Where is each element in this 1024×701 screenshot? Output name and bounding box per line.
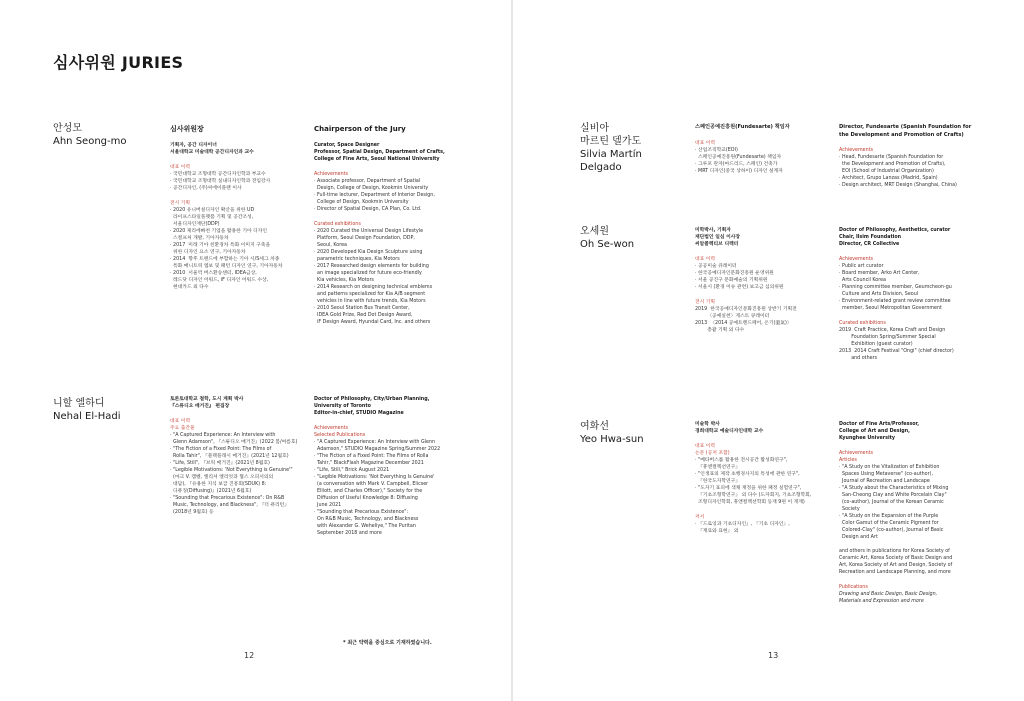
juror4-kr-exhibitions	[695, 306, 830, 334]
text-line: 『재료와 표현』 외	[695, 529, 739, 534]
text-line: and patterns specialized for Kia A/B segment	[314, 292, 426, 297]
juror5-en-affiliation	[839, 421, 1009, 442]
text-line: · Director of Spatial Design, CA Plan, Co. Ltd.	[314, 207, 422, 212]
text-line: 2013 2014 Craft Festival "Ongi" (chief director)	[839, 349, 954, 354]
text-line: On R&B Music, Technology, and Blackness	[314, 517, 419, 522]
juror4-kr-column: 미학박사, 기획자 재단법인 일심 이사장 씨알콜렉티브 디렉터 대표 이력 · 공공미술 큐레이터 · 한국공예디자인문화진흥원 운영위원 · 서울 공진구 문화예술의 기획위원 · 서울시 (환경 이슈 관련) 보고금 심의위원 전시 기획 2019 한국공예디자인문화진흥원 상반기 기획전 〈공예실천〉게스트 큐레이터 2013 〈2014 공예트렌드페어, 온기(溫氣)〉 총괄 기획 외 다수	[695, 227, 830, 334]
text-line: · Full-time lecturer, Department of Interior Design,	[314, 193, 435, 198]
text-line: Design, College of Design, Kookmin University	[314, 186, 429, 191]
text-line: with Alexander G. Weheliye," The Puritan	[314, 524, 416, 529]
juror5-kr-column: 미술학 박사 경희대학교 예술디자인대학 교수 대표 이력 논문 (공저 포함) · "메타버스를 활용한 전시공간 활성화연구", 『휴앤컬렉션연구』 · "인생표의 제작 초행경사지의 특성에 관한 연구", 『한국도자학연구』 · "도자기 표피에 색채 재정을 위한 패정 실험연구", 『기초조형학연구』 외 다수 (도자회지, 기초조형학회, 조형디자인학회, 휴앤컬렉션학회 등재 9편 이 게재) 저서 · 『드로잉과 기초디자인』, 『기초 디자인』, 『재료와 표현』 외	[695, 421, 830, 535]
text-line: · 국민대학교 조형대학 실내디자인학과 전임강사	[170, 179, 271, 184]
text-line: Exhibition (guest curator)	[839, 342, 913, 347]
text-line: iF Design Award, Hyundai Card, Inc. and others	[314, 320, 431, 325]
juror1-kr-achievements	[170, 171, 305, 192]
juror2-kr-publications	[170, 432, 305, 516]
text-line: · "Life, Still", 『브릭 매거진』(2021년 8월호)	[170, 461, 270, 466]
text-line: · 2017 미래 기아 친환경차 특화 이미지 구축을	[170, 243, 271, 248]
text-line: Colored-Clay" (co-author), Journal of Basic	[839, 528, 944, 533]
juror2-en-affiliation	[314, 396, 484, 417]
text-line: · "Sounding that Precarious Existence": On R&B	[170, 496, 285, 501]
text-line: Adamson," STUDIO Magazine Spring/Summer 2022	[314, 447, 441, 452]
juror2-kr-column: 토론토대학교 철학, 도시 계획 박사 『스튜디오 매거진』 편집장 대표 이력 주요 출간물 · "A Captured Experience: An Interview with Glenn Adamson", 『스튜디오 매거진』(2022 봄/여름호) · "The Fiction of a Fixed Point: The Films of Rolla Tahir", 『블랙플래시 매거진』(2021년 12월호) · "Life, Still", 『브릭 매거진』(2021년 8월호) · "Legible Motivations: 'Not Everything is Genuine'" (마크 V. 캠벨, 엘리셔 엘리엇과 협스 오피서의의 대담), 『유용한 지식 보급 진흥회(SDUK) 8: 디퓨징(Diffusing)』(2021년 6월호) · "Sounding that Precarious Existence": On R&B Music, Technology, and Blackness", 『더 퓨리턴』 (2018년 9월호) 등	[170, 396, 305, 516]
text-line: 스컬프처 개발, 기아자동차	[170, 236, 229, 241]
text-line: Tahir," BlackFlash Magazine December 2021	[314, 461, 424, 466]
juror1-kr-exhibitions	[170, 207, 305, 291]
page-gutter	[511, 0, 513, 701]
juror-name-ahn: 안성모 Ahn Seong-mo	[53, 123, 127, 147]
juror-name-oh: 오세원 Oh Se-won	[580, 226, 635, 250]
text-line: Doctor of Philosophy, City/Urban Planning,	[314, 397, 430, 402]
text-line: Director, Fundesarte (Spanish Foundation for	[839, 124, 972, 130]
text-line: College of Art and Design,	[839, 429, 910, 434]
text-line: 〈공예실천〉게스트 큐레이터	[695, 314, 770, 319]
text-line: · Environment-related grant review committee	[839, 299, 951, 304]
text-line: Design and Art	[839, 535, 878, 540]
text-line: (마크 V. 캠벨, 엘리셔 엘리엇과 협스 오피서의의	[170, 475, 274, 480]
text-line: · Public art curator	[839, 264, 884, 269]
text-line: the Development and Promotion of Crafts),	[839, 162, 946, 167]
juror5-en-column: Doctor of Fine Arts/Professor, College of Art and Design, Kyunghee University Achievements Articles · "A Study on the Vitalization of Exhibition Spaces Using Metaverse" (co-author), Journal of Recreation and Landscape · "A Study about the Characteristics of Mixing San-Cheong Clay and White Porcelain Clay" (co-author), Journal of the Korean Ceramic Society · "A Study on the Expansion of the Purple Color Gamut of the Ceramic Pigment for Colored-Clay" (co-author), Journal of Basic Design and Art and others in publications for Korea Society of Ceramic Art, Korea Society of Basic Design and Art, Korea Society of Art and Design, Society of Recreation and Landscape Planning, and more Publications Drawing and Basic Design, Basic Design, Materials and Expression and more	[839, 421, 1009, 605]
text-line: 재단법인 일심 이사장	[695, 235, 741, 240]
text-line: 레드닷 디자인 어워드, iF 디자인 어워드 수상,	[170, 278, 269, 283]
text-line: June 2021	[314, 503, 342, 508]
text-line: · 2020 Curated the Universal Design Lifestyle	[314, 229, 424, 234]
text-line: · Head, Fundesarte (Spanish Foundation for	[839, 155, 944, 160]
text-line: member, Seoul Metropolitan Government	[839, 306, 942, 311]
juror-name-yeo: 여화선 Yeo Hwa-sun	[580, 421, 644, 445]
text-line: 2019 Craft Practice, Korea Craft and Design	[839, 328, 946, 333]
text-line: Editor-in-chief, STUDIO Magazine	[314, 411, 404, 416]
text-line: 위한 디자인 요소 연구, 기아자동차	[170, 250, 246, 255]
text-line: Elliott, and Charles Officer)," Society for the	[314, 489, 423, 494]
text-line: (a conversation with Mark V. Campbell, Elicser	[314, 482, 429, 487]
text-line: Drawing and Basic Design, Basic Design,	[839, 592, 938, 597]
text-line: Materials and Expression and more	[839, 599, 924, 604]
text-line: Foundation Spring/Summer Special	[839, 335, 936, 340]
text-line: · 공간디자인, (주)씨에이플랜 이사	[170, 186, 242, 191]
text-line: IDEA Gold Prize, Red Dot Design Award,	[314, 313, 413, 318]
text-line: 기획자, 공간 디자이너	[170, 143, 217, 148]
page-number-right: 13	[768, 651, 779, 660]
text-line: (2018년 9월호) 등	[170, 510, 214, 515]
juror5-kr-affiliation	[695, 421, 830, 435]
juror3-en-role	[839, 124, 1009, 139]
juror4-kr-achievements	[695, 263, 830, 291]
text-line: · Planning committee member, Geumcheon-gu	[839, 285, 952, 290]
text-line: · "Sounding that Precarious Existence":	[314, 510, 409, 515]
juror1-kr-column: 심사위원장 기획자, 공간 디자이너 서울대학교 미술대학 공간디자인과 교수 대표 이력 · 국민대학교 조형대학 공간디자인학과 부교수 · 국민대학교 조형대학 실내디자인학과 전임강사 · 공간디자인, (주)씨에이플랜 이사 전시 기획 · 2020 유니버설디자인 확산을 위한 UD 라이프스타일플랫폼 기획 및 공간조성, 서울디자인재단(DDP) · 2020 제리에빠천 기업을 활용한 기아 디자인 스컬프처 개발, 기아자동차 · 2017 미래 기아 친환경차 특화 이미지 구축을 위한 디자인 요소 연구, 기아자동차 · 2014 향후 트랜드에 부합하는 기아 시/S세그 차종 특화 매니트릭 엠보 및 패턴 디자인 연구, 기아자동차 · 2010 서울역 버스환승센터, IDEA금상, 레드닷 디자인 어워드, iF 디자인 어워드 수상, 현대카드 외 다수	[170, 124, 305, 291]
text-line: · 2010 Seoul Station Bus Transit Center,	[314, 306, 410, 311]
text-line: the Development and Promotion of Crafts)	[839, 131, 964, 138]
text-line: 조형디자인학회, 휴앤컬렉션학회 등재 9편 이 게재)	[695, 500, 805, 505]
text-line: Journal of Recreation and Landscape	[839, 479, 930, 484]
text-line: vehicles in line with future trends, Kia Motors	[314, 299, 426, 304]
text-line: Society	[839, 507, 860, 512]
text-line: 경희대학교 예술디자인대학 교수	[695, 429, 764, 434]
text-line: · 2010 서울역 버스환승센터, IDEA금상,	[170, 271, 257, 276]
text-line: · "Life, Still," Brick August 2021	[314, 468, 390, 473]
text-line: 마르틴 델가도	[580, 136, 642, 147]
text-line: (co-author), Journal of the Korean Ceramic	[839, 500, 944, 505]
text-line: · "The Fiction of a Fixed Point: The Films of	[170, 447, 272, 452]
juror2-en-publications	[314, 439, 484, 537]
text-line: Doctor of Philosophy, Aesthetics, curator	[839, 228, 951, 233]
text-line: Doctor of Fine Arts/Professor,	[839, 422, 920, 427]
text-line: 토론토대학교 철학, 도시 계획 박사	[170, 397, 244, 402]
text-line: · "The Fiction of a Fixed Point: The Films of Rolla	[314, 454, 429, 459]
text-line: University of Toronto	[314, 404, 371, 409]
text-line: · "Legible Motivations: 'Not Everything is Genuine'"	[170, 468, 293, 473]
text-line: · Associate professor, Department of Spatial	[314, 179, 421, 184]
text-line: September 2018 and more	[314, 531, 382, 536]
text-line: · "A Study on the Expansion of the Purple	[839, 514, 939, 519]
text-line: · Board member, Arko Art Center,	[839, 271, 920, 276]
text-line: 2013 〈2014 공예트렌드페어, 온기(溫氣)〉	[695, 321, 792, 326]
page-number-left: 12	[244, 651, 255, 660]
text-line: and others	[839, 356, 878, 361]
text-line: 『한국도자학연구』	[695, 479, 741, 484]
text-line: · "A Captured Experience: An Interview with	[170, 433, 276, 438]
juror4-kr-affiliation	[695, 227, 830, 248]
text-line: Recreation and Landscape Planning, and more	[839, 570, 951, 575]
text-line: Delgado	[580, 162, 622, 173]
text-line: · 2020 유니버설디자인 확산을 위한 UD	[170, 208, 255, 213]
juror2-kr-affiliation	[170, 396, 305, 410]
text-line: Platform, Seoul Design Foundation, DDP,	[314, 236, 415, 241]
text-line: Glenn Adamson", 『스튜디오 매거진』(2022 봄/여름호)	[170, 440, 298, 445]
text-line: Rolla Tahir", 『블랙플래시 매거진』(2021년 12월호)	[170, 454, 289, 459]
text-line: · 2014 향후 트랜드에 부합하는 기아 시/S세그 차종	[170, 257, 280, 262]
text-line: and others in publications for Korea Society of	[839, 549, 950, 554]
juror-name-el-hadi: 니할 엘하디 Nehal El-Hadi	[53, 398, 121, 422]
juror3-en-achievements	[839, 154, 1009, 189]
text-line: Ceramic Art, Korea Society of Basic Design and	[839, 556, 953, 561]
text-line: · 서울 공진구 문화예술의 기획위원	[695, 278, 768, 283]
text-line: 대담), 『유용한 지식 보급 진흥회(SDUK) 8:	[170, 482, 267, 487]
juror5-en-articles	[839, 464, 1009, 576]
text-line: Culture and Arts Division, Seoul	[839, 292, 919, 297]
text-line: 현대카드 외 다수	[170, 285, 209, 290]
juror1-kr-affiliation	[170, 142, 305, 156]
text-line: parametric techniques, Kia Motors	[314, 257, 400, 262]
text-line: Director, CR Collective	[839, 242, 900, 247]
text-line: 라이프스타일플랫폼 기획 및 공간조성,	[170, 215, 254, 220]
text-line: Arts Council Korea	[839, 278, 886, 283]
text-line: · 국민대학교 조형대학 공간디자인학과 부교수	[170, 172, 266, 177]
text-line: · 산업조직학교(EOI)	[695, 147, 738, 153]
text-line: · Architect, Grupo Lanzas (Madrid, Spain)	[839, 176, 938, 181]
text-line: · "메타버스를 활용한 전시공간 활성화연구",	[695, 458, 788, 463]
text-line: · 그루포 란자(마드리드, 스페인) 건축가	[695, 161, 778, 167]
text-line: · "도자기 표피에 색채 재정을 위한 패정 실험연구",	[695, 486, 802, 491]
text-line: 『휴앤컬렉션연구』	[695, 465, 741, 470]
text-line: Curator, Space Designer	[314, 143, 380, 148]
text-line: Color Gamut of the Ceramic Pigment for	[839, 521, 939, 526]
text-line: · "A Study about the Characteristics of Mixing	[839, 486, 949, 491]
text-line: 미학박사, 기획자	[695, 228, 731, 233]
text-line: 총괄 기획 외 다수	[695, 328, 745, 333]
text-line: · 한국공예디자인문화진흥원 운영위원	[695, 271, 774, 276]
juror1-en-column: Chairperson of the Jury Curator, Space Designer Professor, Spatial Design, Department of Crafts, College of Fine Arts, Seoul National University Achievements · Associate professor, Department of Spatial Design, College of Design, Kookmin University · Full-time lecturer, Department of Interior Design, College of Design, Kookmin University · Director of Spatial Design, CA Plan, Co. Ltd. Curated exhibitions · 2020 Curated the Universal Design Lifestyle Platform, Seoul Design Foundation, DDP, Seoul, Korea · 2020 Developed Kia Design Sculpture using parametric techniques, Kia Motors · 2017 Researched design elements for building an image specialized for future eco-friendly Kia vehicles, Kia Motors · 2014 Research on designing technical emblems and patterns specialized for Kia A/B segment vehicles in line with future trends, Kia Motors · 2010 Seoul Station Bus Transit Center, IDEA Gold Prize, Red Dot Design Award, iF Design Award, Hyundai Card, Inc. and others	[314, 124, 484, 326]
text-line: Seoul, Korea	[314, 243, 348, 248]
text-line: EOI (School of Industrial Organization)	[839, 169, 934, 174]
text-line: Professor, Spatial Design, Department of Crafts,	[314, 150, 445, 155]
text-line: 미술학 박사	[695, 422, 720, 427]
text-line: · 공공미술 큐레이터	[695, 264, 737, 269]
text-line: Art, Korea Society of Art and Design, Society of	[839, 563, 953, 568]
text-line: · 2014 Research on designing technical emblems	[314, 285, 433, 290]
text-line: College of Design, Kookmin University	[314, 200, 409, 205]
text-line: an image specialized for future eco-friendly	[314, 271, 422, 276]
juror3-kr-achievements	[695, 147, 830, 175]
text-line: · "인생표의 제작 초행경사지의 특성에 관한 연구",	[695, 472, 800, 477]
juror1-en-affiliation	[314, 142, 484, 163]
text-line: · MRT 디자인(중국 상하이) 디자인 설계자	[695, 168, 783, 174]
text-line	[839, 541, 1009, 548]
juror4-en-column: Doctor of Philosophy, Aesthetics, curator Chair, Ilsim Foundation Director, CR Collective Achievements · Public art curator · Board member, Arko Art Center, Arts Council Korea · Planning committee member, Geumcheon-gu Culture and Arts Division, Seoul · Environment-related grant review committee member, Seoul Metropolitan Government Curated exhibitions 2019 Craft Practice, Korea Craft and Design Foundation Spring/Summer Special Exhibition (guest curator) 2013 2014 Craft Festival "Ongi" (chief director) and others	[839, 227, 1009, 362]
text-line: Kia vehicles, Kia Motors	[314, 278, 374, 283]
text-line: Kyunghee University	[839, 436, 896, 441]
text-line: Diffusion of Useful Knowledge 8: Diffusing	[314, 496, 418, 501]
text-line: Silvia Martín	[580, 149, 642, 160]
text-line: · 『드로잉과 기초디자인』, 『기초 디자인』,	[695, 522, 790, 527]
text-line: 서울대학교 미술대학 공간디자인과 교수	[170, 150, 254, 155]
juror3-en-column: Director, Fundesarte (Spanish Foundation for the Development and Promotion of Crafts) Achievements · Head, Fundesarte (Spanish Foundation for the Development and Promotion of Crafts), EOI (School of Industrial Organization) · Architect, Grupo Lanzas (Madrid, Spain) · Design architect, MRT Design (Shanghai, China)	[839, 124, 1009, 189]
text-line: Chair, Ilsim Foundation	[839, 235, 902, 240]
text-line: 실비아	[580, 123, 609, 134]
text-line: Spaces Using Metaverse" (co-author),	[839, 472, 933, 477]
text-line: · 2020 Developed Kia Design Sculpture using	[314, 250, 423, 255]
text-line: · Design architect, MRT Design (Shanghai, China)	[839, 183, 957, 188]
text-line: 씨알콜렉티브 디렉터	[695, 242, 739, 247]
juror4-en-affiliation	[839, 227, 1009, 248]
juror1-en-exhibitions	[314, 228, 484, 326]
text-line: · "A Study on the Vitalization of Exhibition	[839, 465, 940, 470]
text-line: · "Legible Motivations: 'Not Everything Is Genuine'	[314, 475, 435, 480]
text-line: 2019 한국공예디자인문화진흥원 상반기 기획전	[695, 307, 797, 312]
text-line: 특화 매니트릭 엠보 및 패턴 디자인 연구, 기아자동차	[170, 264, 283, 269]
text-line: 디퓨징(Diffusing)』(2021년 6월호)	[170, 489, 252, 494]
text-line: 『스튜디오 매거진』 편집장	[170, 404, 230, 409]
text-line: College of Fine Arts, Seoul National University	[314, 157, 440, 162]
text-line: · "A Captured Experience: An Interview with Glenn	[314, 440, 436, 445]
page-title: 심사위원 JURIES	[53, 53, 184, 72]
text-line: · 2020 제리에빠천 기업을 활용한 기아 디자인	[170, 229, 268, 234]
juror3-kr-column: 스페인공예진흥원(Fundesarte) 책임자 대표 이력 · 산업조직학교(EOI) 스페인공예진흥원(Fundesarte) 책임자 · 그루포 란자(마드리드, 스페인) 건축가 · MRT 디자인(중국 상하이) 디자인 설계자	[695, 124, 830, 175]
text-line: 서울디자인재단(DDP)	[170, 222, 220, 227]
juror4-en-exhibitions	[839, 327, 1009, 362]
juror1-en-achievements	[314, 178, 484, 213]
text-line: Music, Technology, and Blackness", 『더 퓨리턴』	[170, 503, 290, 508]
juror5-en-publications	[839, 591, 1009, 605]
juror-name-delgado	[580, 122, 642, 174]
juror4-en-achievements	[839, 263, 1009, 312]
juror5-kr-books	[695, 521, 830, 535]
text-line: 스페인공예진흥원(Fundesarte) 책임자	[695, 154, 782, 160]
text-line: · 2017 Researched design elements for building	[314, 264, 429, 269]
text-line: · 서울시 (환경 이슈 관련) 보고금 심의위원	[695, 285, 784, 290]
juror5-kr-articles	[695, 457, 830, 506]
text-line: San-Cheong Clay and White Porcelain Clay"	[839, 493, 947, 498]
juror2-en-column: Doctor of Philosophy, City/Urban Planning, University of Toronto Editor-in-chief, STUDIO Magazine Achievements Selected Publications · "A Captured Experience: An Interview with Glenn Adamson," STUDIO Magazine Spring/Summer 2022 · "The Fiction of a Fixed Point: The Films of Rolla Tahir," BlackFlash Magazine December 2021 · "Life, Still," Brick August 2021 · "Legible Motivations: 'Not Everything Is Genuine' (a conversation with Mark V. Campbell, Elicser Elliott, and Charles Officer)," Society for the Diffusion of Useful Knowledge 8: Diffusing June 2021 · "Sounding that Precarious Existence": On R&B Music, Technology, and Blackness with Alexander G. Weheliye," The Puritan September 2018 and more	[314, 396, 484, 537]
text-line: 『기초조형학연구』 외 다수 (도자회지, 기초조형학회,	[695, 493, 812, 498]
footnote: * 최근 약력을 중심으로 기재하였습니다.	[343, 640, 432, 646]
